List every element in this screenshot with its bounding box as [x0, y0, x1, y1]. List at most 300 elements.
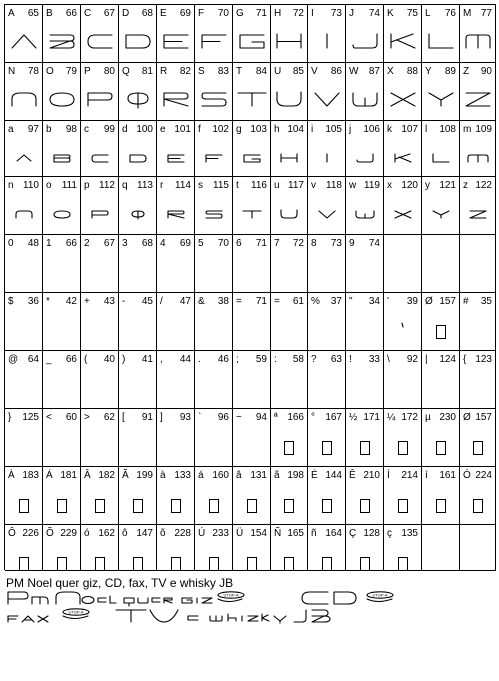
glyph-sample [384, 253, 421, 289]
glyph-sample [422, 543, 459, 579]
glyph-sample [271, 311, 307, 347]
glyph-char-label: l [425, 124, 428, 135]
glyph-code-label: 182 [98, 470, 115, 481]
glyph-sample [308, 81, 345, 117]
glyph-char-label: â [236, 470, 242, 481]
glyph-outline-apos [389, 320, 417, 338]
glyph-sample [43, 253, 80, 289]
glyph-sample [346, 253, 383, 289]
glyph-cell [157, 5, 195, 63]
glyph-code-label: 69 [179, 238, 191, 249]
sample-line-2 [8, 609, 330, 623]
glyph-sample [271, 23, 307, 59]
glyph-char-label: Ô [8, 528, 16, 539]
glyph-code-label: 116 [251, 180, 267, 191]
glyph-outline-T [238, 90, 266, 108]
glyph-code-label: 117 [288, 180, 304, 191]
glyph-outline-L [427, 32, 455, 50]
glyph-char-label: 2 [84, 238, 90, 249]
glyph-code-label: 105 [325, 124, 342, 135]
glyph-char-label: P [84, 66, 91, 77]
glyph-outline-p [86, 204, 114, 222]
glyph-sample [422, 427, 459, 463]
glyph-sample [233, 23, 270, 59]
glyph-char-label: > [84, 412, 90, 423]
glyph-outline-e [162, 148, 190, 166]
glyph-code-label: 118 [326, 180, 342, 191]
glyph-sample [5, 253, 42, 289]
glyph-code-label: 33 [368, 354, 380, 365]
glyph-cell [346, 121, 384, 177]
glyph-cell [195, 409, 233, 467]
glyph-code-label: 92 [406, 354, 418, 365]
glyph-char-label: ? [311, 354, 317, 365]
glyph-sample [422, 139, 459, 175]
glyph-outline-A [10, 32, 38, 50]
missing-glyph-box [360, 441, 370, 455]
glyph-code-label: 172 [401, 412, 418, 423]
glyph-sample [81, 485, 118, 521]
glyph-outline-j [351, 148, 379, 166]
glyph-code-label: 82 [179, 66, 191, 77]
glyph-sample [233, 427, 270, 463]
glyph-sample [384, 543, 421, 579]
glyph-sample [81, 195, 118, 231]
glyph-code-label: 35 [480, 296, 492, 307]
glyph-sample [81, 81, 118, 117]
glyph-cell [119, 121, 157, 177]
glyph-char-label: v [311, 180, 316, 191]
glyph-cell [384, 351, 422, 409]
glyph-sample [43, 23, 80, 59]
glyph-cell [5, 5, 43, 63]
glyph-code-label: 80 [103, 66, 115, 77]
missing-glyph-box [19, 499, 29, 513]
missing-glyph-box [95, 499, 105, 513]
glyph-sample [460, 427, 495, 463]
glyph-code-label: 110 [23, 180, 39, 191]
glyph-sample [43, 195, 80, 231]
glyph-sample [384, 139, 421, 175]
glyph-sample [384, 427, 421, 463]
glyph-cell [233, 63, 271, 121]
glyph-code-label: 94 [255, 412, 267, 423]
glyph-code-label: 81 [141, 66, 153, 77]
glyph-cell [195, 177, 233, 235]
glyph-code-label: 61 [292, 296, 304, 307]
glyph-code-label: 65 [27, 8, 39, 19]
glyph-code-label: 74 [368, 238, 380, 249]
missing-glyph-box [19, 557, 29, 571]
glyph-cell [460, 351, 496, 409]
glyph-char-label: À [8, 470, 15, 481]
glyph-cell [271, 235, 308, 293]
glyph-sample [460, 23, 495, 59]
glyph-char-label: h [274, 124, 280, 135]
glyph-cell [5, 293, 43, 351]
glyph-char-label: e [160, 124, 166, 135]
glyph-cell [422, 409, 460, 467]
glyph-sample [308, 369, 345, 405]
glyph-cell [81, 351, 119, 409]
missing-glyph-box [284, 441, 294, 455]
glyph-cell [233, 409, 271, 467]
glyph-char-label: # [463, 296, 469, 307]
glyph-char-label: ' [387, 296, 389, 307]
glyph-char-label: $ [8, 296, 14, 307]
glyph-code-label: 84 [255, 66, 267, 77]
glyph-sample [119, 311, 156, 347]
glyph-code-label: 36 [27, 296, 39, 307]
glyph-code-label: 88 [406, 66, 418, 77]
glyph-outline-Q [124, 90, 152, 108]
glyph-sample [43, 369, 80, 405]
glyph-code-label: 157 [439, 296, 456, 307]
glyph-code-label: 123 [475, 354, 492, 365]
glyph-char-label: 7 [274, 238, 280, 249]
glyph-code-label: 102 [212, 124, 229, 135]
glyph-cell [5, 63, 43, 121]
glyph-char-label: Ü [236, 528, 244, 539]
glyph-char-label: ª [274, 412, 278, 423]
glyph-cell [422, 467, 460, 525]
glyph-sample [308, 311, 345, 347]
missing-glyph-box [436, 499, 446, 513]
glyph-cell [195, 235, 233, 293]
glyph-char-label: 4 [160, 238, 166, 249]
glyph-code-label: 167 [325, 412, 342, 423]
glyph-outline-r [162, 204, 190, 222]
glyph-cell [308, 63, 346, 121]
glyph-char-label: Ê [349, 470, 356, 481]
glyph-char-label: R [160, 66, 168, 77]
glyph-char-label: Q [122, 66, 130, 77]
glyph-cell [384, 63, 422, 121]
glyph-char-label: á [198, 470, 204, 481]
badge-text-3: UTOP-A [68, 609, 84, 615]
glyph-sample [195, 369, 232, 405]
glyph-char-label: = [236, 296, 242, 307]
glyph-cell [308, 409, 346, 467]
glyph-sample [119, 81, 156, 117]
glyph-code-label: 74 [368, 8, 380, 19]
glyph-code-label: 34 [368, 296, 380, 307]
glyph-code-label: 166 [287, 412, 304, 423]
glyph-sample [460, 195, 495, 231]
glyph-cell [384, 293, 422, 351]
glyph-sample [233, 81, 270, 117]
missing-glyph-box [209, 557, 219, 571]
glyph-cell [195, 525, 233, 571]
glyph-sample [384, 81, 421, 117]
glyph-sample [81, 139, 118, 175]
glyph-sample [346, 369, 383, 405]
glyph-code-label: 70 [217, 8, 229, 19]
glyph-code-label: 135 [401, 528, 418, 539]
glyph-char-label: A [8, 8, 15, 19]
glyph-char-label: í [425, 470, 428, 481]
glyph-outline-R [162, 90, 190, 108]
glyph-outline-n [10, 204, 38, 222]
glyph-sample [81, 23, 118, 59]
glyph-code-label: 45 [141, 296, 153, 307]
glyph-code-label: 133 [174, 470, 191, 481]
glyph-cell [157, 293, 195, 351]
glyph-char-label: µ [425, 412, 431, 423]
glyph-code-label: 85 [292, 66, 304, 77]
glyph-sample [5, 195, 42, 231]
glyph-sample [271, 253, 307, 289]
glyph-outline-m [464, 148, 492, 166]
glyph-outline-J [351, 32, 379, 50]
glyph-code-label: 228 [174, 528, 191, 539]
glyph-sample [308, 23, 345, 59]
glyph-code-label: 86 [330, 66, 342, 77]
glyph-char-label: ~ [236, 412, 242, 423]
glyph-sample [384, 311, 421, 347]
glyph-code-label: 113 [137, 180, 153, 191]
glyph-char-label: < [46, 412, 52, 423]
glyph-cell [81, 5, 119, 63]
glyph-code-label: 39 [406, 296, 418, 307]
glyph-code-label: 78 [27, 66, 39, 77]
missing-glyph-box [247, 499, 257, 513]
glyph-sample [81, 253, 118, 289]
glyph-outline-K [389, 32, 417, 50]
glyph-char-label: r [160, 180, 164, 191]
glyph-code-label: 90 [480, 66, 492, 77]
glyph-char-label: I [311, 8, 314, 19]
glyph-char-label: Ó [463, 470, 471, 481]
glyph-cell [422, 293, 460, 351]
glyph-cell [43, 293, 81, 351]
glyph-code-label: 111 [61, 180, 77, 191]
glyph-sample [233, 195, 270, 231]
glyph-outline-G [238, 32, 266, 50]
glyph-sample [346, 195, 383, 231]
glyph-outline-B [48, 32, 76, 50]
glyph-cell [271, 525, 308, 571]
missing-glyph-box [473, 499, 483, 513]
glyph-cell [5, 235, 43, 293]
glyph-code-label: 58 [292, 354, 304, 365]
glyph-char-label: m [463, 124, 472, 135]
glyph-outline-P [86, 90, 114, 108]
glyph-outline-S [200, 90, 228, 108]
glyph-sample [157, 485, 194, 521]
glyph-code-label: 72 [292, 238, 304, 249]
glyph-outline-O [48, 90, 76, 108]
glyph-char-label: E [160, 8, 167, 19]
glyph-sample [346, 139, 383, 175]
missing-glyph-box [284, 557, 294, 571]
glyph-code-label: 47 [179, 296, 191, 307]
missing-glyph-box [473, 441, 483, 455]
glyph-sample [195, 23, 232, 59]
glyph-cell [346, 467, 384, 525]
badge-text-2: UTOP-A [372, 592, 388, 598]
glyph-sample [119, 23, 156, 59]
glyph-code-label: 181 [60, 470, 77, 481]
glyph-cell [81, 63, 119, 121]
glyph-sample [233, 311, 270, 347]
glyph-char-label: à [160, 470, 166, 481]
glyph-outline-F [200, 32, 228, 50]
glyph-outline-k [389, 148, 417, 166]
glyph-cell [271, 293, 308, 351]
glyph-outline-l [427, 148, 455, 166]
glyph-cell [157, 525, 195, 571]
glyph-code-label: 67 [103, 238, 115, 249]
glyph-char-label: Y [425, 66, 432, 77]
glyph-cell [157, 409, 195, 467]
glyph-code-label: 41 [141, 354, 153, 365]
glyph-cell [5, 121, 43, 177]
missing-glyph-box [398, 557, 408, 571]
glyph-cell [43, 121, 81, 177]
glyph-char-label: Ç [349, 528, 357, 539]
glyph-sample [346, 485, 383, 521]
glyph-cell [271, 5, 308, 63]
glyph-cell [5, 177, 43, 235]
glyph-cell [271, 63, 308, 121]
glyph-sample [195, 81, 232, 117]
glyph-code-label: 229 [60, 528, 77, 539]
glyph-code-label: 161 [439, 470, 456, 481]
glyph-cell [43, 235, 81, 293]
glyph-cell [271, 351, 308, 409]
glyph-char-label: ½ [349, 412, 358, 423]
glyph-char-label: 5 [198, 238, 204, 249]
glyph-cell [119, 409, 157, 467]
glyph-cell [346, 177, 384, 235]
glyph-char-label: ] [160, 412, 163, 423]
glyph-outline-U [275, 90, 303, 108]
glyph-char-label: K [387, 8, 394, 19]
glyph-code-label: 89 [444, 66, 456, 77]
glyph-code-label: 103 [250, 124, 267, 135]
glyph-char-label: Ñ [274, 528, 282, 539]
glyph-char-label: a [8, 124, 14, 135]
glyph-cell [384, 235, 422, 293]
glyph-cell [5, 351, 43, 409]
glyph-sample [346, 543, 383, 579]
glyph-sample [422, 195, 459, 231]
glyph-char-label: & [198, 296, 205, 307]
glyph-cell [384, 5, 422, 63]
glyph-char-label: S [198, 66, 205, 77]
glyph-cell [195, 121, 233, 177]
glyph-cell [346, 351, 384, 409]
glyph-sample [81, 427, 118, 463]
glyph-sample [346, 81, 383, 117]
glyph-sample [157, 543, 194, 579]
glyph-outline-h [275, 148, 303, 166]
sample-text-render [6, 590, 494, 630]
glyph-outline-C [86, 32, 114, 50]
glyph-char-label: g [236, 124, 242, 135]
glyph-char-label: X [387, 66, 394, 77]
glyph-cell [460, 177, 496, 235]
missing-glyph-box [436, 325, 446, 339]
glyph-cell [195, 467, 233, 525]
glyph-char-label: Ã [122, 470, 129, 481]
glyph-char-label: Í [387, 470, 390, 481]
glyph-char-label: J [349, 8, 354, 19]
glyph-code-label: 226 [22, 528, 39, 539]
glyph-char-label: ñ [311, 528, 317, 539]
missing-glyph-box [360, 557, 370, 571]
glyph-code-label: 75 [406, 8, 418, 19]
glyph-outline-V [313, 90, 341, 108]
glyph-char-label: " [349, 296, 353, 307]
glyph-sample [422, 81, 459, 117]
glyph-sample [195, 253, 232, 289]
glyph-outline-b [48, 148, 76, 166]
glyph-sample [346, 427, 383, 463]
glyph-cell [422, 121, 460, 177]
glyph-code-label: 171 [363, 412, 380, 423]
glyph-cell [460, 409, 496, 467]
glyph-code-label: 98 [65, 124, 77, 135]
glyph-sample [157, 139, 194, 175]
glyph-sample [195, 311, 232, 347]
glyph-cell [271, 121, 308, 177]
glyph-char-label: [ [122, 412, 125, 423]
glyph-cell [460, 5, 496, 63]
glyph-cell [384, 177, 422, 235]
glyph-char-label: N [8, 66, 16, 77]
glyph-outline-Z [464, 90, 492, 108]
glyph-cell [157, 467, 195, 525]
glyph-cell [308, 235, 346, 293]
glyph-sample [195, 195, 232, 231]
glyph-sample [271, 139, 307, 175]
glyph-code-label: 68 [141, 8, 153, 19]
glyph-cell [195, 351, 233, 409]
missing-glyph-box [322, 557, 332, 571]
glyph-outline-d [124, 148, 152, 166]
glyph-cell [271, 409, 308, 467]
glyph-char-label: ` [198, 412, 202, 423]
glyph-char-label: o [46, 180, 52, 191]
glyph-cell [271, 177, 308, 235]
glyph-cell [5, 525, 43, 571]
glyph-char-label: { [463, 354, 467, 365]
glyph-cell [43, 177, 81, 235]
glyph-cell [308, 5, 346, 63]
glyph-char-label: Ø [425, 296, 433, 307]
missing-glyph-box [171, 499, 181, 513]
glyph-sample [5, 543, 42, 579]
glyph-code-label: 69 [179, 8, 191, 19]
glyph-sample [271, 369, 307, 405]
glyph-sample [119, 139, 156, 175]
glyph-code-label: 46 [217, 354, 229, 365]
glyph-cell [233, 525, 271, 571]
glyph-char-label: Õ [46, 528, 54, 539]
glyph-sample [384, 369, 421, 405]
glyph-char-label: * [46, 296, 50, 307]
glyph-code-label: 112 [99, 180, 115, 191]
glyph-char-label: ! [349, 354, 352, 365]
glyph-code-label: 70 [217, 238, 229, 249]
glyph-outline-D [124, 32, 152, 50]
glyph-char-label: Á [46, 470, 53, 481]
glyph-code-label: 104 [287, 124, 304, 135]
glyph-cell [308, 467, 346, 525]
glyph-code-label: 79 [65, 66, 77, 77]
